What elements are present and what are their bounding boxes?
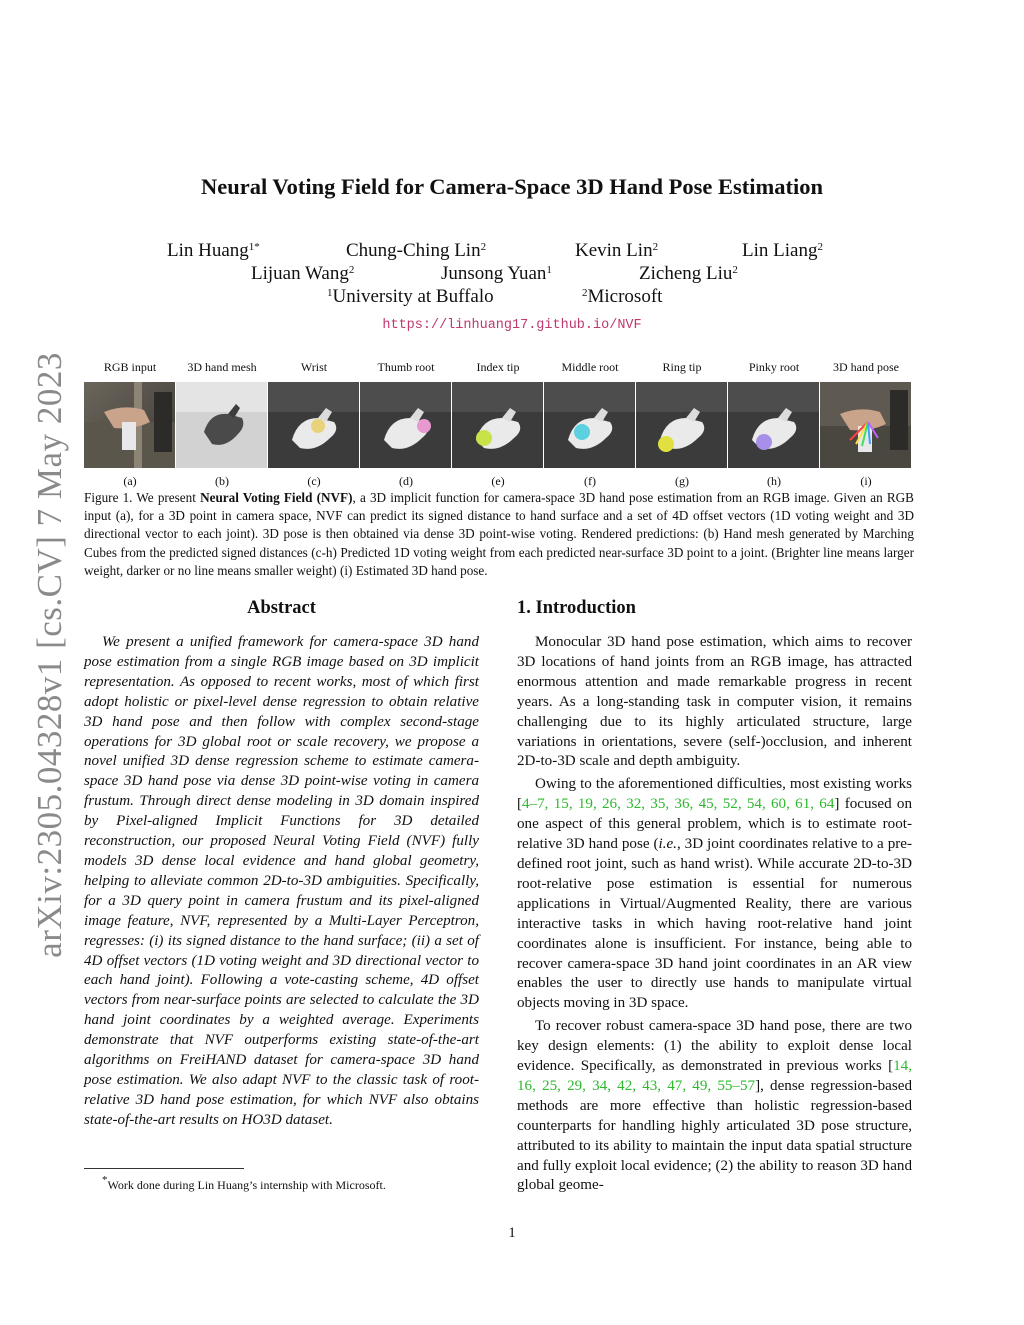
author-name: Lijuan Wang$^2$: [251, 263, 355, 284]
citation-links[interactable]: 4–7, 15, 19, 26, 32, 35, 36, 45, 52, 54, 60, 61, 64: [522, 796, 835, 813]
figure-1: [84, 360, 908, 492]
author-name: Chung-Ching Lin$^2$: [346, 240, 487, 261]
author-name: Kevin Lin$^2$: [575, 240, 659, 261]
footnote: [84, 1168, 484, 1193]
arxiv-side-stamp: [20, 350, 80, 960]
figure-caption: Figure 1. We present Neural Voting Field (NVF), a 3D implicit function for camera-space 3D hand pose estimation from an RGB image. Given an RGB input (a), for a 3D point in camera space, NVF can predict its signed distance to hand surface and a set of 4D offset vectors (1D voting weight and 3D directional vector to each joint). 3D pose is then obtained via dense 3D point-wise voting. Rendered predictions: (b) Hand mesh generated by Marching Cubes from the predicted signed distances (c-h) Predicted 1D voting weight from each predicted near-surface 3D point to a joint. (Brighter line means larger weight, darker or no line means smaller weight) (i) Estimated 3D hand pose.: [84, 490, 914, 578]
panel-letter: (f): [584, 474, 596, 488]
panel-label: Wrist: [300, 360, 328, 374]
affiliation: $^2$Microsoft: [582, 286, 663, 307]
rgb-input-image: [84, 382, 175, 468]
panel-label: Pinky root: [748, 360, 800, 374]
hand-pose-image: [820, 382, 911, 468]
footnote-rule: [84, 1168, 244, 1169]
paper-title: Neural Voting Field for Camera-Space 3D Hand Pose Estimation: [200, 174, 824, 199]
panel-label: Index tip: [476, 360, 520, 374]
panel-letter: (b): [215, 474, 229, 488]
intro-paragraph: To recover robust camera-space 3D hand pose, there are two key design elements: (1) the ability to exploit dense local evidence. Specifically, as demonstrated in previous works [14, 16, 25, 29, 34, 42, 43, 47, 49, 55–57], dense regression-based methods are more effective than holistic regression-based counterparts for handling highly articulated 3D pose structure, attributed to its ability to maintain the input data spatial structure and fully exploit local evidence; (2) the ability to reason 3D hand global geome-: [517, 1018, 913, 1194]
page-number: 1: [508, 1225, 516, 1241]
pinky-root-vote-image: [728, 382, 819, 468]
abstract-heading: Abstract: [247, 598, 316, 618]
wrist-vote-image: [268, 382, 359, 468]
intro-paragraph: Monocular 3D hand pose estimation, which aims to recover 3D locations of hand joints from an RGB image, has attracted enormous attention and made remarkable progress in recent years. As a long-standing task in computer vision, it remains challenging due to its highly articulated structure, large variations in orientations, severe (self-)occlusion, and inherent 2D-to-3D scale and depth ambiguity.: [517, 634, 912, 770]
intro-paragraph: Owing to the aforementioned difficulties, most existing works [4–7, 15, 19, 26, 32, 35, 36, 45, 52, 54, 60, 61, 64] focused on one aspect of this general problem, which is to estimate root-relative 3D hand pose (i.e., 3D joint coordinates relative to a pre-defined root joint, such as hand wrist). While accurate 2D-to-3D root-relative pose estimation is essential for numerous applications in Virtual/Augmented Reality, there are various interactive tasks in which having root-relative hand joint coordinates alone is insufficient. For instance, being able to recover camera-space 3D hand joint coordinates in an AR view enables the user to directly use hands to manipulate virtual objects moving in 3D space.: [517, 776, 913, 1012]
panel-letter: (c): [307, 474, 321, 488]
vote-highlight: [311, 419, 325, 433]
hand-mesh-image: [176, 382, 267, 468]
author-name: Zicheng Liu$^2$: [639, 263, 738, 284]
panel-label: 3D hand pose: [833, 360, 899, 374]
panel-letter: (g): [675, 474, 689, 488]
project-url-link[interactable]: https://linhuang17.github.io/NVF: [382, 318, 642, 333]
affiliation: $^1$University at Buffalo: [327, 286, 494, 307]
footnote-text: Work done during Lin Huang’s internship with Microsoft.: [107, 1178, 386, 1192]
panel-label: Ring tip: [662, 360, 702, 374]
introduction-section: [517, 598, 912, 1199]
author-row-1: [150, 240, 850, 263]
panel-labels: [84, 360, 908, 378]
intro-heading: 1. Introduction: [517, 598, 636, 618]
panel-letter: (h): [767, 474, 781, 488]
author-block: [150, 240, 850, 309]
middle-root-vote-image: [544, 382, 635, 468]
citation-links[interactable]: 14, 16, 25, 29, 34, 42, 43, 47, 49, 55–57: [517, 1058, 912, 1094]
panel-letter: (e): [491, 474, 505, 488]
panel-letter: (d): [399, 474, 413, 488]
author-row-2: [150, 263, 850, 286]
figure-panels: [84, 382, 908, 468]
abstract-section: [84, 598, 479, 1131]
index-tip-vote-image: [452, 382, 543, 468]
footnote-marker: *: [102, 1174, 108, 1186]
panel-label: 3D hand mesh: [187, 360, 257, 374]
panel-letter: (i): [860, 474, 872, 488]
panel-letter: (a): [123, 474, 137, 488]
arxiv-id-text: arXiv:2305.04328v1 [cs.CV] 7 May 2023: [30, 352, 69, 958]
abstract-text: We present a unified framework for camera-space 3D hand pose estimation from a single RGB image based on 3D implicit representation. As opposed to recent works, most of which first adopt holistic or pixel-level dense regression to obtain relative 3D hand pose and then follow with complex second-stage operations for 3D global root or scale recovery, we propose a novel unified 3D dense regression scheme to estimate camera-space 3D hand pose via dense 3D point-wise voting in camera frustum. Through direct dense modeling in 3D domain inspired by Pixel-aligned Implicit Functions for 3D detailed reconstruction, our proposed Neural Voting Field (NVF) fully models 3D dense local evidence and hand global geometry, helping to alleviate common 2D-to-3D ambiguities. Specifically, for a 3D query point in camera frustum and its pixel-aligned image feature, NVF, represented by a Multi-Layer Perceptron, regresses: (i) its signed distance to the hand surface; (ii) a set of 4D offset vectors (1D voting weight and 3D directional vector to each hand joint). Following a vote-casting scheme, 4D offset vectors from near-surface points are selected to calculate the 3D hand joint coordinates by a weighted average. Experiments demonstrate that NVF outperforms existing state-of-the-art algorithms on FreiHAND dataset for camera-space 3D hand pose estimation. We also adapt NVF to the classic task of root-relative 3D hand pose estimation, for which NVF also obtains state-of-the-art results on HO3D dataset.: [84, 634, 479, 1128]
author-name: Lin Liang$^2$: [742, 240, 823, 261]
panel-label: Thumb root: [377, 360, 435, 374]
affiliation-row: [150, 286, 850, 309]
ring-tip-vote-image: [636, 382, 727, 468]
panel-label: RGB input: [103, 360, 157, 374]
thumb-root-vote-image: [360, 382, 451, 468]
author-name: Junsong Yuan$^1$: [441, 263, 552, 284]
author-name: Lin Huang$^{1*}$: [167, 240, 260, 261]
panel-label: Middle root: [561, 360, 619, 374]
